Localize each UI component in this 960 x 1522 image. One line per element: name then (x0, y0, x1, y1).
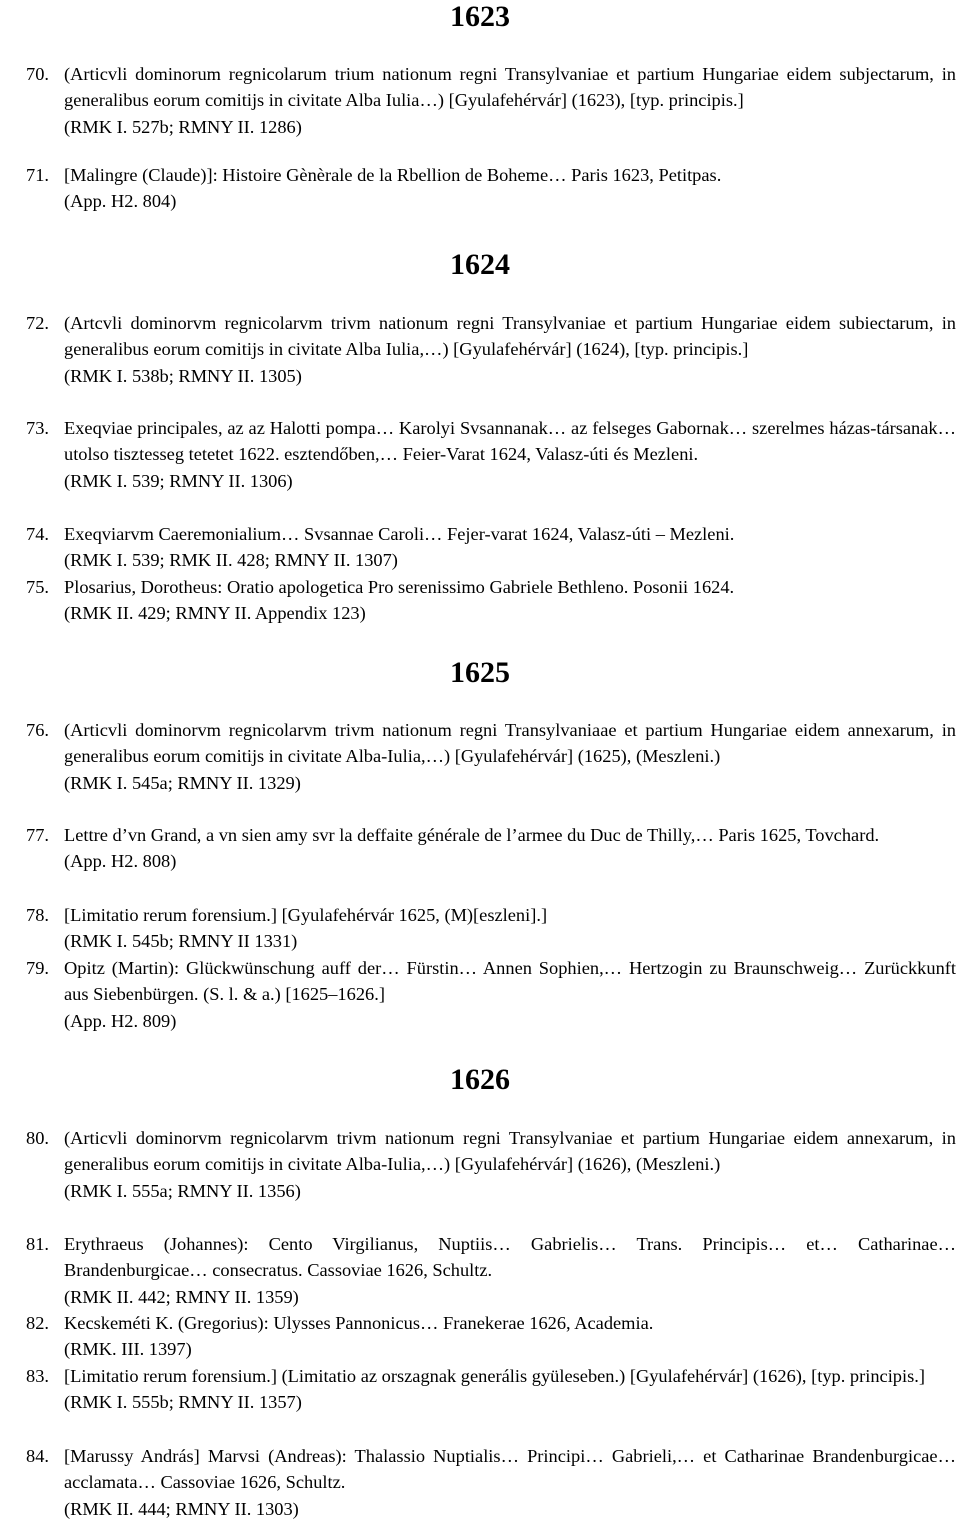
entry-title: (Articvli dominorum regnicolarum trium nationum regni Transylvaniae et partium Hungariae eidem subjectarum, in generalibus eorum comitijs in civitate Alba Iulia…) [Gyulafehérvár] (1623), [typ. principis.] (64, 64, 956, 111)
entry-number: 81. (26, 1234, 49, 1254)
entry-number: 73. (26, 418, 49, 438)
entry-title: (Articvli dominorvm regnicolarvm trivm nationum regni Transylvaniaae et partium Hungariae eidem annexarum, in generalibus eorum comitijs in civitate Alba-Iulia,…) [Gyulafehérvár] (1625), (Meszleni.) (64, 720, 956, 767)
entry-80 (26, 1125, 956, 1204)
entry-number: 84. (26, 1446, 49, 1466)
entry-73 (26, 415, 956, 494)
entry-number: 75. (26, 577, 49, 597)
entry-title: (Articvli dominorvm regnicolarvm trivm nationum regni Transylvaniae et partium Hungariae eidem annexarum, in generalibus eorum comitijs in civitate Alba-Iulia,…) [Gyulafehérvár] (1626), (Meszleni.) (64, 1128, 956, 1175)
entry-title: Lettre d’vn Grand, a vn sien amy svr la deffaite générale de l’armee du Duc de Thilly,… Paris 1625, Tovchard. (64, 825, 880, 845)
entry-reference: (RMK I. 555a; RMNY II. 1356) (64, 1180, 301, 1201)
entry-reference: (App. H2. 808) (64, 851, 177, 872)
entry-number: 80. (26, 1128, 49, 1148)
entry-number: 77. (26, 825, 49, 845)
entry-reference: (App. H2. 804) (64, 191, 177, 212)
entry-number: 78. (26, 905, 49, 925)
entry-75 (26, 574, 956, 627)
entry-reference: (App. H2. 809) (64, 1010, 177, 1031)
entry-76 (26, 717, 956, 796)
entry-number: 70. (26, 64, 49, 84)
entry-reference: (RMK I. 555b; RMNY II. 1357) (64, 1392, 302, 1413)
entry-81 (26, 1231, 956, 1310)
year-heading-1624: 1624 (450, 248, 510, 281)
entry-71 (26, 162, 956, 215)
entry-reference: (RMK. III. 1397) (64, 1339, 192, 1360)
entry-title: Plosarius, Dorotheus: Oratio apologetica Pro serenissimo Gabriele Bethleno. Posonii 1624. (64, 577, 735, 597)
entry-title: [Limitatio rerum forensium.] (Limitatio az orszagnak generális gyüleseben.) [Gyulafehérvár] (1626), [typ. principis.] (64, 1366, 925, 1386)
entry-70 (26, 61, 956, 140)
entry-83 (26, 1363, 956, 1416)
entry-number: 79. (26, 958, 49, 978)
entry-number: 82. (26, 1313, 49, 1333)
entry-reference: (RMK I. 539; RMK II. 428; RMNY II. 1307) (64, 550, 398, 571)
entry-number: 76. (26, 720, 49, 740)
entry-reference: (RMK I. 545a; RMNY II. 1329) (64, 772, 301, 793)
entry-reference: (RMK II. 429; RMNY II. Appendix 123) (64, 603, 366, 624)
entry-title: Erythraeus (Johannes): Cento Virgilianus, Nuptiis… Gabrielis… Trans. Principis… et… Catharinae… Brandenburgicae… consecratus. Cassoviae 1626, Schultz. (64, 1234, 956, 1281)
entry-title: Opitz (Martin): Glückwünschung auff der… Fürstin… Annen Sophien,… Hertzogin zu Braunschweig… Zurückkunft aus Siebenbürgen. (S. l. & a.) [1625–1626.] (64, 958, 956, 1005)
entry-number: 83. (26, 1366, 49, 1386)
entry-reference: (RMK II. 442; RMNY II. 1359) (64, 1286, 299, 1307)
entry-reference: (RMK I. 527b; RMNY II. 1286) (64, 116, 302, 137)
entry-84 (26, 1443, 956, 1522)
entry-reference: (RMK I. 538b; RMNY II. 1305) (64, 365, 302, 386)
entry-number: 71. (26, 165, 49, 185)
entry-reference: (RMK II. 444; RMNY II. 1303) (64, 1498, 299, 1519)
entry-number: 72. (26, 313, 49, 333)
entry-title: Exeqviarvm Caeremonialium… Svsannae Caroli… Fejer-varat 1624, Valasz-úti – Mezleni. (64, 524, 735, 544)
year-heading-1625: 1625 (450, 656, 510, 689)
entry-title: Kecskeméti K. (Gregorius): Ulysses Pannonicus… Franekerae 1626, Academia. (64, 1313, 654, 1333)
entry-82 (26, 1310, 956, 1363)
entry-77 (26, 822, 956, 875)
entry-72 (26, 310, 956, 389)
year-heading-1623: 1623 (450, 0, 510, 33)
entry-reference: (RMK I. 545b; RMNY II 1331) (64, 931, 298, 952)
entry-title: [Malingre (Claude)]: Histoire Gènèrale de la Rbellion de Boheme… Paris 1623, Petitpas. (64, 165, 722, 185)
entry-reference: (RMK I. 539; RMNY II. 1306) (64, 470, 293, 491)
entry-title: (Artcvli dominorvm regnicolarvm trivm nationum regni Transylvaniae et partium Hungariae eidem subiectarum, in generalibus eorum comitijs in civitate Alba Iulia,…) [Gyulafehérvár] (1624), [typ. principis.] (64, 313, 956, 360)
entry-79 (26, 955, 956, 1034)
entry-title: [Limitatio rerum forensium.] [Gyulafehérvár 1625, (M)[eszleni].] (64, 905, 548, 925)
entry-title: Exeqviae principales, az az Halotti pompa… Karolyi Svsannanak… az felseges Gabornak… szerelmes házas-társanak… utolso tisztesseg tetetet 1622. esztendőben,… Feier-Varat 1624, Valasz-úti és Mezleni. (64, 418, 956, 465)
entry-number: 74. (26, 524, 49, 544)
entry-74 (26, 521, 956, 574)
year-heading-1626: 1626 (450, 1063, 510, 1096)
entry-title: [Marussy András] Marvsi (Andreas): Thalassio Nuptialis… Principi… Gabrieli,… et Catharinae Brandenburgicae… acclamata… Cassoviae 1626, Schultz. (64, 1446, 956, 1493)
entry-78 (26, 902, 956, 955)
